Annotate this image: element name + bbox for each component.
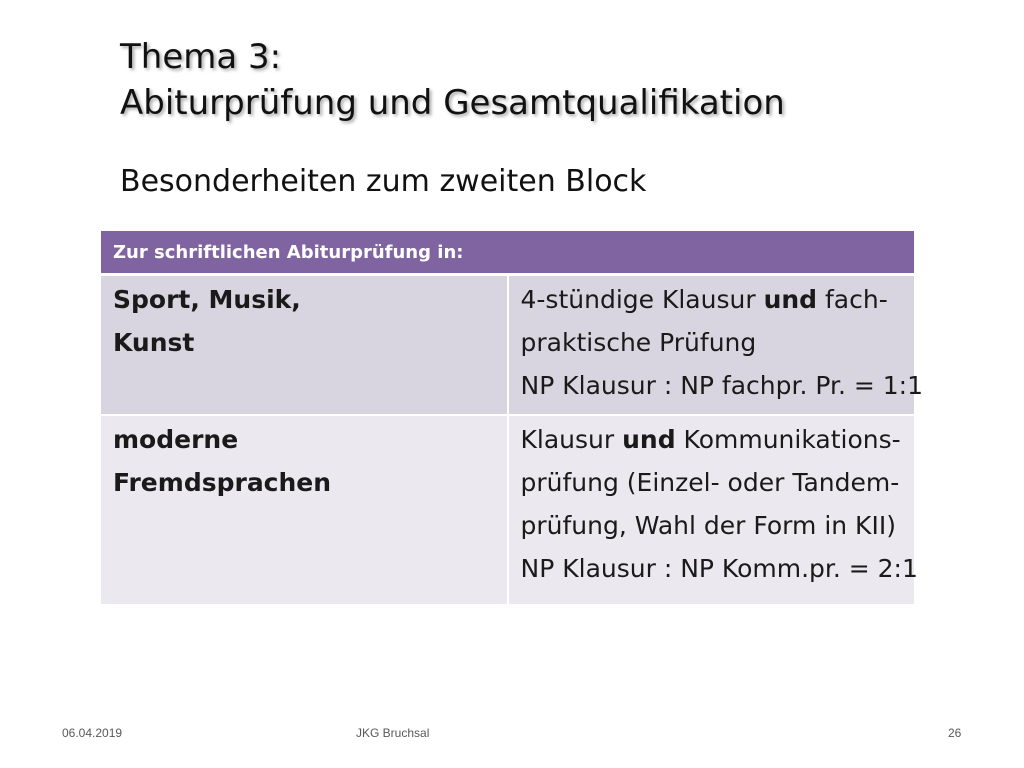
- detail-text: Klausur: [520, 425, 623, 454]
- detail-line: praktische Prüfung: [520, 328, 757, 357]
- table-header: Zur schriftlichen Abiturprüfung in:: [101, 231, 914, 275]
- subject-line: Fremdsprachen: [113, 468, 332, 497]
- detail-line: [521, 278, 903, 321]
- detail-emphasis: und: [763, 285, 818, 314]
- detail-text: 4-stündige Klausur: [520, 285, 764, 314]
- detail-line: prüfung, Wahl der Form in KII): [520, 511, 896, 540]
- footer-school: JKG Bruchsal: [356, 726, 430, 740]
- table-row-fremdsprachen: [101, 415, 914, 604]
- subject-line: Sport, Musik,: [113, 285, 301, 314]
- detail-line: [521, 418, 903, 461]
- footer-page-number: 26: [948, 726, 962, 740]
- table-header-row: [101, 231, 914, 275]
- table-row-sport: [101, 275, 914, 416]
- slide-title-line-1: Thema 3:: [120, 37, 282, 77]
- subject-line: Kunst: [113, 328, 195, 357]
- detail-cell: [508, 275, 924, 416]
- slide-title: [120, 34, 785, 126]
- detail-line: NP Klausur : NP Komm.pr. = 2:1: [520, 554, 918, 583]
- detail-line: prüfung (Einzel- oder Tandem-: [520, 468, 900, 497]
- subject-line: moderne: [113, 425, 239, 454]
- slide-title-line-2: Abiturprüfung und Gesamtqualifikation: [120, 83, 785, 123]
- subject-cell: [101, 415, 508, 604]
- footer-date: 06.04.2019: [62, 726, 123, 740]
- slide-subtitle: Besonderheiten zum zweiten Block: [120, 164, 647, 199]
- detail-text: Kommunikations-: [675, 425, 901, 454]
- detail-cell: [508, 415, 918, 604]
- exam-info-table: [101, 231, 924, 604]
- subject-cell: [101, 275, 508, 416]
- detail-text: fach-: [817, 285, 888, 314]
- detail-emphasis: und: [622, 425, 676, 454]
- detail-line: NP Klausur : NP fachpr. Pr. = 1:1: [520, 371, 924, 400]
